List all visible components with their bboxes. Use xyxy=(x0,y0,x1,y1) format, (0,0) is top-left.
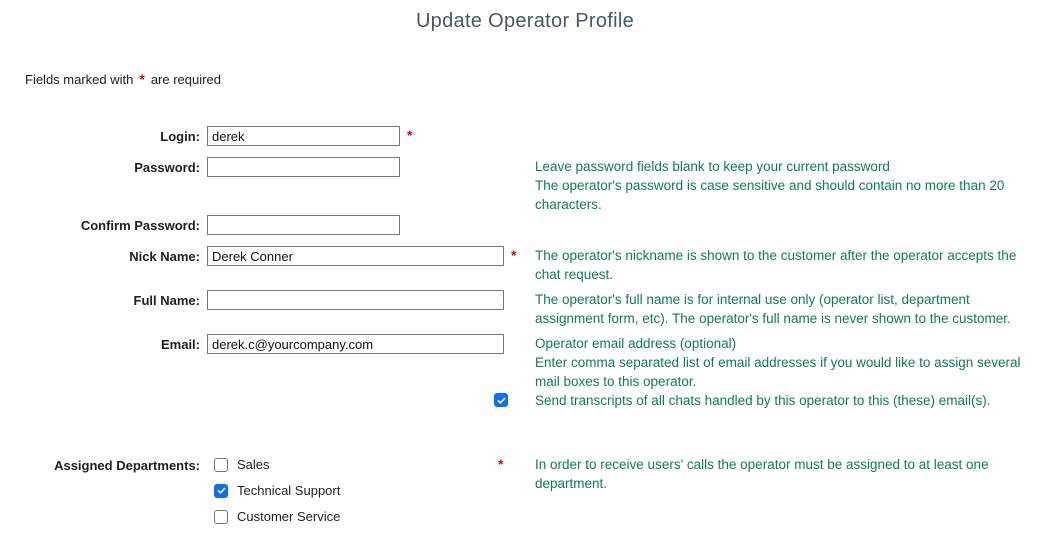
password-label: Password: xyxy=(134,160,200,175)
password-input[interactable] xyxy=(207,157,400,177)
transcripts-marker xyxy=(494,391,535,407)
email-label: Email: xyxy=(160,337,200,352)
password-control xyxy=(200,157,494,177)
checkmark-icon xyxy=(216,485,227,496)
operator-profile-form xyxy=(0,126,1050,535)
help-line: Leave password fields blank to keep your current password xyxy=(535,159,890,174)
confirm-password-control xyxy=(200,215,494,235)
required-fields-note xyxy=(25,71,1050,87)
customer-service-checkbox[interactable] xyxy=(214,510,228,524)
form-row-send-transcripts xyxy=(0,391,1050,410)
form-row-password xyxy=(0,157,1050,214)
email-help xyxy=(535,334,1027,391)
department-option-label: Customer Service xyxy=(237,509,341,524)
form-row-email xyxy=(0,334,1050,391)
note-suffix: are required xyxy=(150,72,221,87)
help-line: Operator email address (optional) xyxy=(535,336,737,351)
required-asterisk: * xyxy=(139,71,145,87)
departments-help xyxy=(535,455,1027,493)
form-row-confirm-password xyxy=(0,215,1050,235)
departments-marker xyxy=(494,455,535,472)
nick-name-control xyxy=(200,246,517,266)
nick-name-label: Nick Name: xyxy=(129,249,200,264)
email-input[interactable] xyxy=(207,334,504,354)
departments-required-asterisk: * xyxy=(498,456,504,472)
full-name-help xyxy=(535,290,1027,328)
label-spacer xyxy=(0,391,200,394)
send-transcripts-checkbox[interactable] xyxy=(494,393,508,407)
login-input[interactable] xyxy=(207,126,400,146)
full-name-input[interactable] xyxy=(207,290,504,310)
technical-support-checkbox[interactable] xyxy=(214,484,228,498)
department-option-customer-service[interactable] xyxy=(214,509,340,524)
sales-checkbox[interactable] xyxy=(214,458,228,472)
full-name-control xyxy=(200,290,494,310)
help-line: Enter comma separated list of email addresses if you would like to assign several mail boxes to this operator. xyxy=(535,355,1021,389)
department-option-technical-support[interactable] xyxy=(214,483,340,498)
departments-label: Assigned Departments: xyxy=(54,458,200,473)
department-option-label: Technical Support xyxy=(237,483,341,498)
password-help xyxy=(535,157,1027,214)
login-required-asterisk: * xyxy=(407,127,413,143)
checkmark-icon xyxy=(496,395,507,406)
confirm-password-label: Confirm Password: xyxy=(80,218,200,233)
department-option-label: Sales xyxy=(237,457,270,472)
departments-list xyxy=(214,455,340,535)
form-row-departments xyxy=(0,455,1050,535)
departments-control xyxy=(200,455,494,535)
confirm-password-input[interactable] xyxy=(207,215,400,235)
nick-name-help xyxy=(535,246,1027,284)
department-option-sales[interactable] xyxy=(214,457,340,472)
email-control xyxy=(200,334,494,354)
form-row-nick-name xyxy=(0,246,1050,287)
login-control xyxy=(200,126,494,146)
help-line: The operator's password is case sensitive and should contain no more than 20 characters. xyxy=(535,178,1005,212)
help-line: The operator's full name is for internal use only (operator list, department assignment form, etc). The operator's full name is never shown to the customer. xyxy=(535,292,1011,326)
send-transcripts-label: Send transcripts of all chats handled by this operator to this (these) email(s). xyxy=(535,393,991,408)
help-line: The operator's nickname is shown to the customer after the operator accepts the chat request. xyxy=(535,248,1017,282)
page-title: Update Operator Profile xyxy=(415,10,635,32)
full-name-label: Full Name: xyxy=(133,293,200,308)
form-row-login xyxy=(0,126,1050,146)
form-row-full-name xyxy=(0,290,1050,331)
help-line: In order to receive users' calls the operator must be assigned to at least one department. xyxy=(535,457,989,491)
note-prefix: Fields marked with xyxy=(25,72,134,87)
nick-name-required-asterisk: * xyxy=(511,247,517,263)
login-label: Login: xyxy=(160,129,200,144)
nick-name-input[interactable] xyxy=(207,246,504,266)
